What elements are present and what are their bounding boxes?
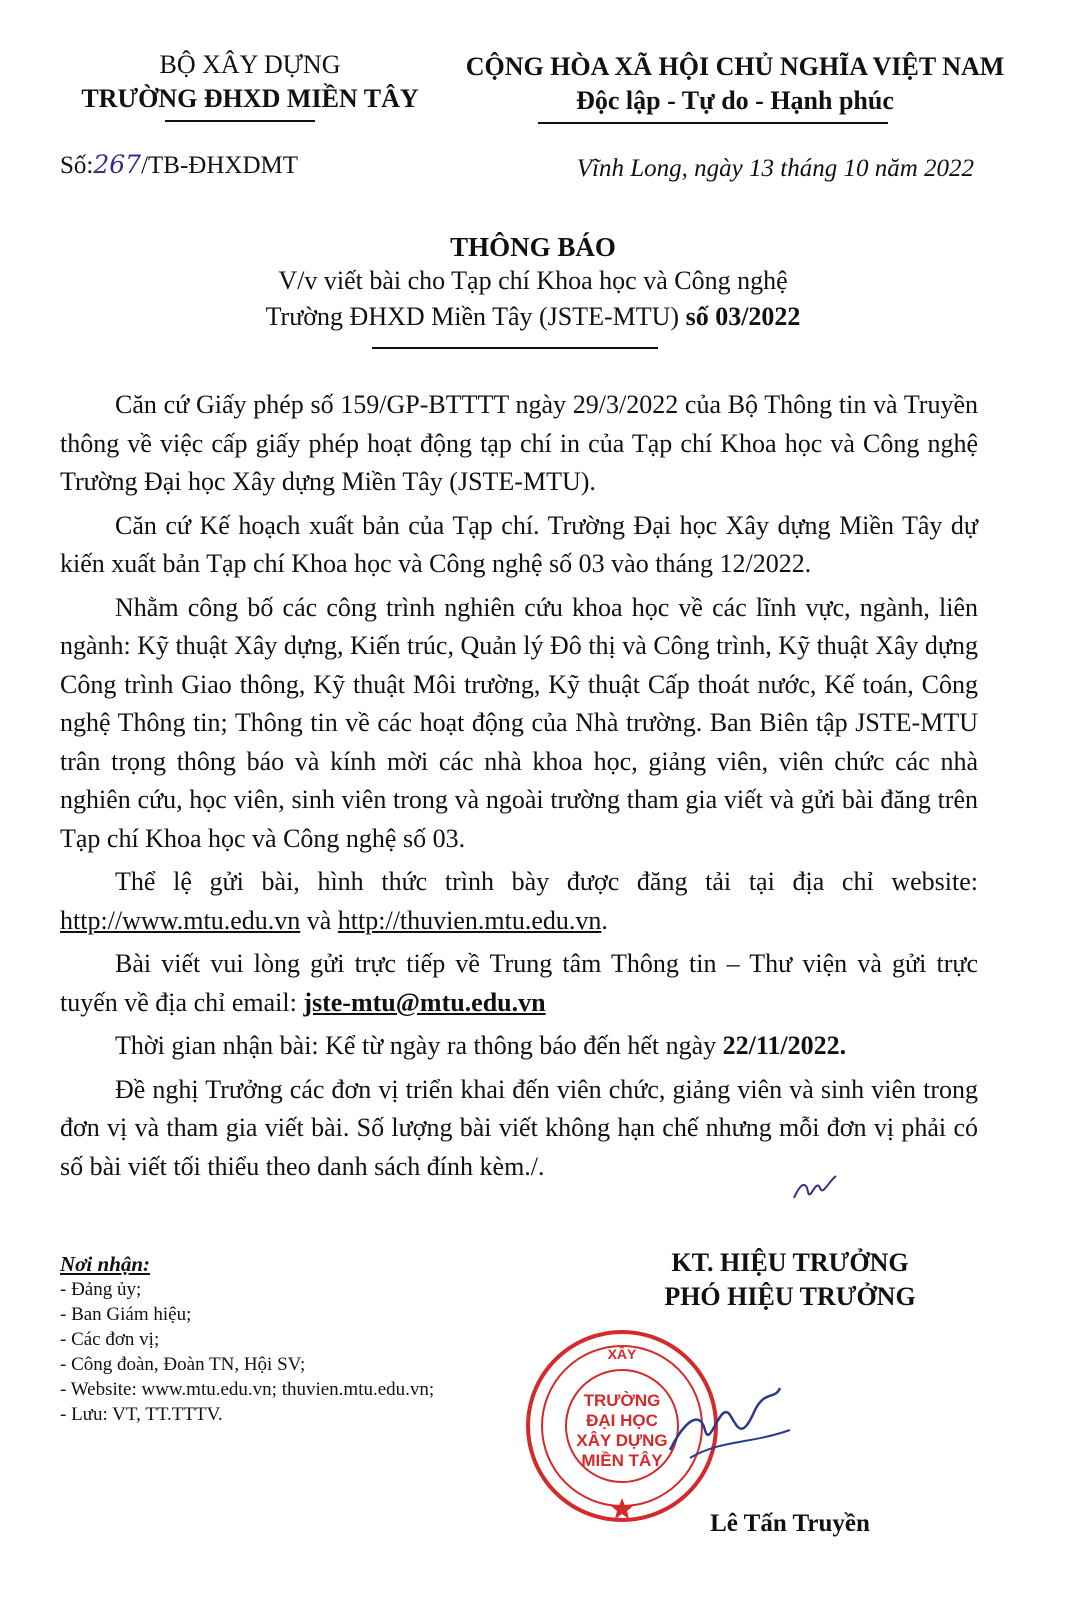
signer-title-2: PHÓ HIỆU TRƯỞNG [664, 1282, 916, 1311]
svg-text:XÂY DỰNG: XÂY DỰNG [576, 1431, 668, 1450]
signer-name: Lê Tấn Truyền [710, 1510, 870, 1537]
svg-text:TRƯỜNG: TRƯỜNG [583, 1391, 661, 1410]
paragraph-invitation: Nhằm công bố các công trình nghiên cứu khoa học về các lĩnh vực, ngành, liên ngành: Kỹ thuật Xây dựng, Kiến trúc, Quản lý Đô thị và Công trình, Kỹ thuật Xây dựng Công trình Giao thông, Kỹ thuật Môi trường, Kỹ thuật Cấp thoát nước, Kế toán, Công nghệ Thông tin; Thông tin về các hoạt động của Nhà trường. Ban Biên tập JSTE-MTU trân trọng thông báo và kính mời các nhà khoa học, giảng viên, viên chức các nhà nghiên cứu, học viên, sinh viên trong và ngoài trường tham gia viết và gửi bài đăng trên Tạp chí Khoa học và Công nghệ số 03. [60, 592, 978, 853]
paragraph-request: Đề nghị Trưởng các đơn vị triển khai đến viên chức, giảng viên và sinh viên trong đơn vị và tham gia viết bài. Số lượng bài viết không hạn chế nhưng mỗi đơn vị phải có số bài viết tối thiểu theo danh sách đính kèm./. [60, 1074, 978, 1181]
national-motto: Độc lập - Tự do - Hạnh phúc [576, 86, 894, 115]
guidelines-end: . [601, 905, 608, 935]
guidelines-and: và [300, 905, 338, 935]
paragraph-legal-basis-1: Căn cứ Giấy phép số 159/GP-BTTTT ngày 29/3/2022 của Bộ Thông tin và Truyền thông về việc cấp giấy phép hoạt động tạp chí in của Tạp chí Khoa học và Công nghệ Trường Đại học Xây dựng Miền Tây (JSTE-MTU). [60, 390, 978, 496]
recipients-title: Nơi nhận: [60, 1252, 151, 1276]
paragraph-submission [60, 945, 978, 1022]
svg-text:MIỀN TÂY: MIỀN TÂY [581, 1451, 663, 1470]
motto-underline [538, 122, 888, 124]
subject-line-1: V/v viết bài cho Tạp chí Khoa học và Công nghệ [278, 266, 788, 295]
subject-line-2-main: Trường ĐHXD Miền Tây (JSTE-MTU) [265, 302, 686, 331]
school-underline [165, 120, 315, 122]
guidelines-text: Thể lệ gửi bài, hình thức trình bày được đăng tải tại địa chỉ website: [115, 867, 978, 896]
recipients-block [60, 1252, 540, 1427]
school-name: TRƯỜNG ĐHXD MIỀN TÂY [81, 84, 419, 113]
document-number-prefix: Số: [60, 152, 94, 179]
paragraph-deadline [60, 1027, 978, 1066]
paragraph-legal-basis-2: Căn cứ Kế hoạch xuất bản của Tạp chí. Trường Đại học Xây dựng Miền Tây dự kiến xuất bản Tạp chí Khoa học và Công nghệ số 03 vào tháng 12/2022. [60, 510, 978, 578]
paragraph-guidelines [60, 863, 978, 940]
recipient-item: - Đảng ủy; [60, 1279, 142, 1300]
recipient-item: - Lưu: VT, TT.TTTV. [60, 1404, 223, 1425]
submission-text: Bài viết vui lòng gửi trực tiếp về Trung tâm Thông tin – Thư viện và gửi trực tuyến về địa chỉ email: [60, 949, 978, 1017]
signer-title-1: KT. HIỆU TRƯỞNG [671, 1248, 909, 1277]
deadline-text: Thời gian nhận bài: Kể từ ngày ra thông báo đến hết ngày [115, 1031, 723, 1060]
document-number-suffix: /TB-ĐHXDMT [141, 152, 299, 179]
title-underline [372, 347, 658, 349]
recipient-item: - Website: www.mtu.edu.vn; thuvien.mtu.edu.vn; [60, 1379, 435, 1400]
document-number [60, 150, 298, 180]
document-title: THÔNG BÁO [450, 232, 616, 262]
svg-text:XÂY: XÂY [607, 1346, 637, 1362]
document-number-handwritten: 267 [93, 150, 142, 179]
document-body [60, 386, 978, 1191]
ministry-name: BỘ XÂY DỰNG [159, 50, 341, 79]
signature-block [590, 1246, 990, 1314]
recipient-item: - Công đoàn, Đoàn TN, Hội SV; [60, 1354, 306, 1375]
date-line: Vĩnh Long, ngày 13 tháng 10 năm 2022 [576, 155, 974, 182]
website-link-library[interactable]: http://thuvien.mtu.edu.vn [337, 905, 602, 935]
national-title: CỘNG HÒA XÃ HỘI CHỦ NGHĨA VIỆT NAM [465, 52, 1005, 81]
handwritten-signature-icon [660, 1380, 800, 1470]
subject-line-2 [0, 302, 1066, 332]
recipient-item: - Ban Giám hiệu; [60, 1304, 192, 1325]
initials-mark-icon [790, 1172, 840, 1206]
recipient-item: - Các đơn vị; [60, 1329, 160, 1350]
subject-issue-number: số 03/2022 [685, 302, 801, 331]
svg-text:ĐẠI HỌC: ĐẠI HỌC [586, 1411, 658, 1430]
deadline-date: 22/11/2022. [722, 1031, 847, 1060]
website-link-mtu[interactable]: http://www.mtu.edu.vn [60, 905, 301, 935]
submission-email-link[interactable]: jste-mtu@mtu.edu.vn [303, 987, 546, 1017]
